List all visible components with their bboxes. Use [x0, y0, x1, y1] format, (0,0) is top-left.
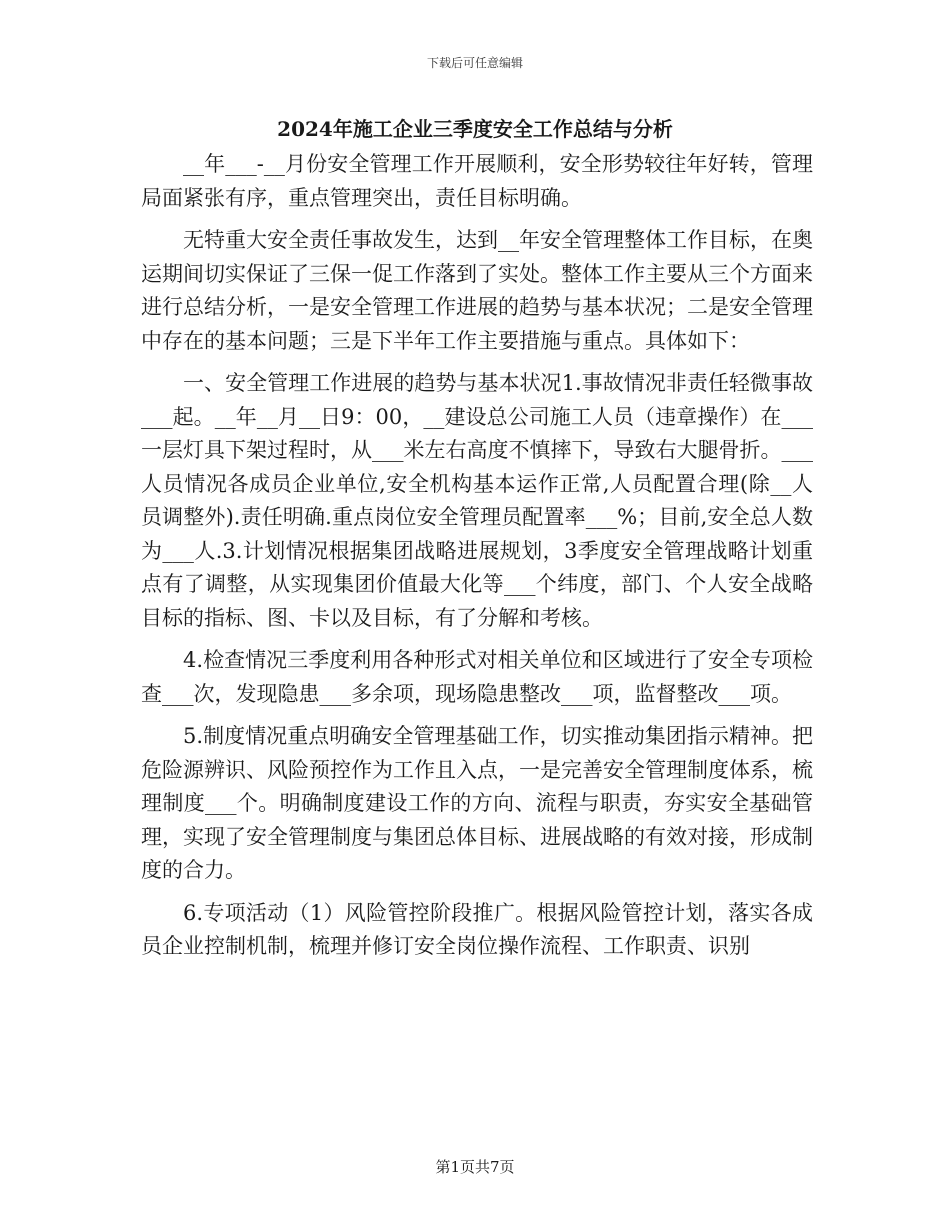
- paragraph: __年___-__月份安全管理工作开展顺利，安全形势较往年好转，管理局面紧张有序，重点管理突出，责任目标明确。: [141, 152, 813, 210]
- paragraph: 4.检查情况三季度利用各种形式对相关单位和区域进行了安全专项检查___次，发现隐患___多余项，现场隐患整改___项，监督整改___项。: [141, 648, 813, 706]
- document-title: 2024年施工企业三季度安全工作总结与分析: [277, 117, 673, 141]
- page-number: 第1页共7页: [435, 1158, 515, 1176]
- paragraph: 无特重大安全责任事故发生，达到__年安全管理整体工作目标，在奥运期间切实保证了三保一促工作落到了实处。整体工作主要从三个方面来进行总结分析，一是安全管理工作进展的趋势与基本状况；二是安全管理中存在的基本问题；三是下半年工作主要措施与重点。具体如下：: [141, 228, 813, 353]
- paragraph: 一、安全管理工作进展的趋势与基本状况1.事故情况非责任轻微事故___起。__年__月__日9：00，__建设总公司施工人员（违章操作）在___一层灯具下架过程时，从___米左右高度不慎摔下，导致右大腿骨折。___人员情况各成员企业单位,安全机构基本运作正常,人员配置合理(除__人员调整外).责任明确.重点岗位安全管理员配置率___%；目前,安全总人数为___人.3.计划情况根据集团战略进展规划，3季度安全管理战略计划重点有了调整，从实现集团价值最大化等___个纬度，部门、个人安全战略目标的指标、图、卡以及目标，有了分解和考核。: [141, 371, 813, 630]
- header-note: 下载后可任意编辑: [426, 56, 523, 70]
- document-body: [141, 148, 813, 964]
- paragraph: 6.专项活动（1）风险管控阶段推广。根据风险管控计划，落实各成员企业控制机制，梳理并修订安全岗位操作流程、工作职责、识别: [141, 900, 813, 958]
- paragraph: 5.制度情况重点明确安全管理基础工作，切实推动集团指示精神。把危险源辨识、风险预控作为工作且入点，一是完善安全管理制度体系，梳理制度___个。明确制度建设工作的方向、流程与职责，夯实安全基础管理，实现了安全管理制度与集团总体目标、进展战略的有效对接，形成制度的合力。: [141, 724, 813, 882]
